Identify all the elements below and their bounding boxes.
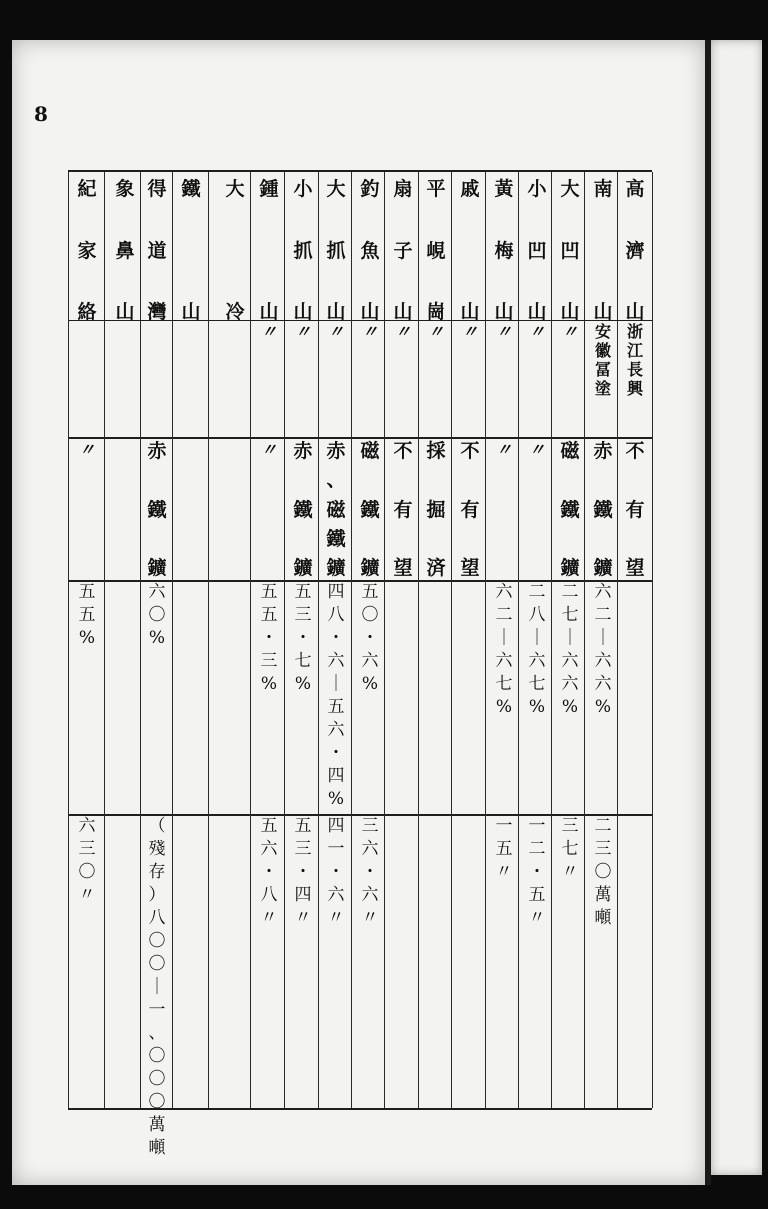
row-14-grade: 六 〇 % (148, 582, 166, 648)
row-11-grade: 五 五 ・ 三 % (260, 582, 278, 694)
row-2-grade: 二 七 ｜ 六 六 % (561, 582, 579, 717)
column-rule (451, 172, 452, 1108)
column-rule (418, 172, 419, 1108)
row-14-name: 得 道 灣 (147, 178, 167, 323)
row-16-name: 紀 家 絡 (77, 178, 97, 323)
row-3-kind: 〃 (528, 440, 545, 459)
row-1-name: 南 山 (593, 178, 613, 323)
row-0-kind: 不 有 望 (625, 440, 645, 579)
column-rule (652, 172, 653, 1108)
row-7-location: 〃 (394, 322, 411, 341)
table-top-rule (68, 170, 652, 172)
column-rule (318, 172, 319, 1108)
row-6-location: 〃 (427, 322, 444, 341)
row-3-location: 〃 (528, 322, 545, 341)
row-14-reserve: （ 殘 存 ） 八 〇 〇 ｜ 一 、 〇 〇 〇 萬 噸 (148, 816, 166, 1158)
row-3-grade: 二 八 ｜ 六 七 % (528, 582, 546, 717)
row-5-name: 戚 山 (460, 178, 480, 323)
row-9-reserve: 四 一 ・ 六 〃 (327, 816, 345, 928)
column-rule (208, 172, 209, 1108)
row-10-location: 〃 (294, 322, 311, 341)
row-1-reserve: 二 三 〇 萬 噸 (594, 816, 612, 928)
row-4-name: 黃 梅 山 (494, 178, 514, 323)
row-10-reserve: 五 三 ・ 四 〃 (294, 816, 312, 928)
row-5-kind: 不 有 望 (460, 440, 480, 579)
row-16-kind: 〃 (78, 440, 95, 459)
column-rule (284, 172, 285, 1108)
row-8-grade: 五 〇 ・ 六 % (361, 582, 379, 694)
row-10-grade: 五 三 ・ 七 % (294, 582, 312, 694)
row-15-name: 象 鼻 山 (115, 178, 135, 323)
row-7-name: 扇 子 山 (393, 178, 413, 323)
row-1-grade: 六 二 ｜ 六 六 % (594, 582, 612, 717)
row-9-kind: 赤 、 磁 鐵 鑛 (326, 440, 346, 579)
row-2-reserve: 三 七 〃 (561, 816, 579, 882)
row-7-kind: 不 有 望 (393, 440, 413, 579)
row-6-name: 平 峴 崗 (426, 178, 446, 323)
row-2-name: 大 凹 山 (560, 178, 580, 323)
row-1-kind: 赤 鐵 鑛 (593, 440, 613, 579)
row-4-grade: 六 二 ｜ 六 七 % (495, 582, 513, 717)
row-11-location: 〃 (260, 322, 277, 341)
row-4-location: 〃 (495, 322, 512, 341)
row-12-name: 大 冷 (225, 178, 245, 323)
row-4-kind: 〃 (495, 440, 512, 459)
row-2-kind: 磁 鐵 鑛 (560, 440, 580, 579)
column-rule (68, 172, 69, 1108)
row-8-location: 〃 (361, 322, 378, 341)
row-8-reserve: 三 六 ・ 六 〃 (361, 816, 379, 928)
row-5-location: 〃 (461, 322, 478, 341)
row-11-kind: 〃 (260, 440, 277, 459)
row-1-location: 安 徽 冨 塗 (594, 322, 611, 398)
row-0-name: 高 濟 山 (625, 178, 645, 323)
row-10-name: 小 抓 山 (293, 178, 313, 323)
row-13-name: 鐵 山 (181, 178, 201, 323)
row-2-location: 〃 (561, 322, 578, 341)
column-rule (250, 172, 251, 1108)
row-14-kind: 赤 鐵 鑛 (147, 440, 167, 579)
row-11-reserve: 五 六 ・ 八 〃 (260, 816, 278, 928)
row-6-kind: 採 掘 済 (426, 440, 446, 579)
column-rule (104, 172, 105, 1108)
column-rule (172, 172, 173, 1108)
row-16-reserve: 六 三 〇 〃 (78, 816, 96, 905)
row-11-name: 鍾 山 (259, 178, 279, 323)
row-3-reserve: 一 二 ・ 五 〃 (528, 816, 546, 928)
row-8-name: 釣 魚 山 (360, 178, 380, 323)
row-8-kind: 磁 鐵 鑛 (360, 440, 380, 579)
row-10-kind: 赤 鐵 鑛 (293, 440, 313, 579)
row-4-reserve: 一 五 〃 (495, 816, 513, 882)
row-9-location: 〃 (327, 322, 344, 341)
row-16-grade: 五 五 % (78, 582, 96, 648)
column-rule (140, 172, 141, 1108)
column-rule (351, 172, 352, 1108)
row-0-location: 浙 江 長 興 (626, 322, 643, 398)
row-9-name: 大 抓 山 (326, 178, 346, 323)
page-number: 8 (34, 102, 48, 126)
row-9-grade: 四 八 ・ 六 ｜ 五 六 ・ 四 % (327, 582, 345, 809)
column-rule (485, 172, 486, 1108)
row-3-name: 小 凹 山 (527, 178, 547, 323)
